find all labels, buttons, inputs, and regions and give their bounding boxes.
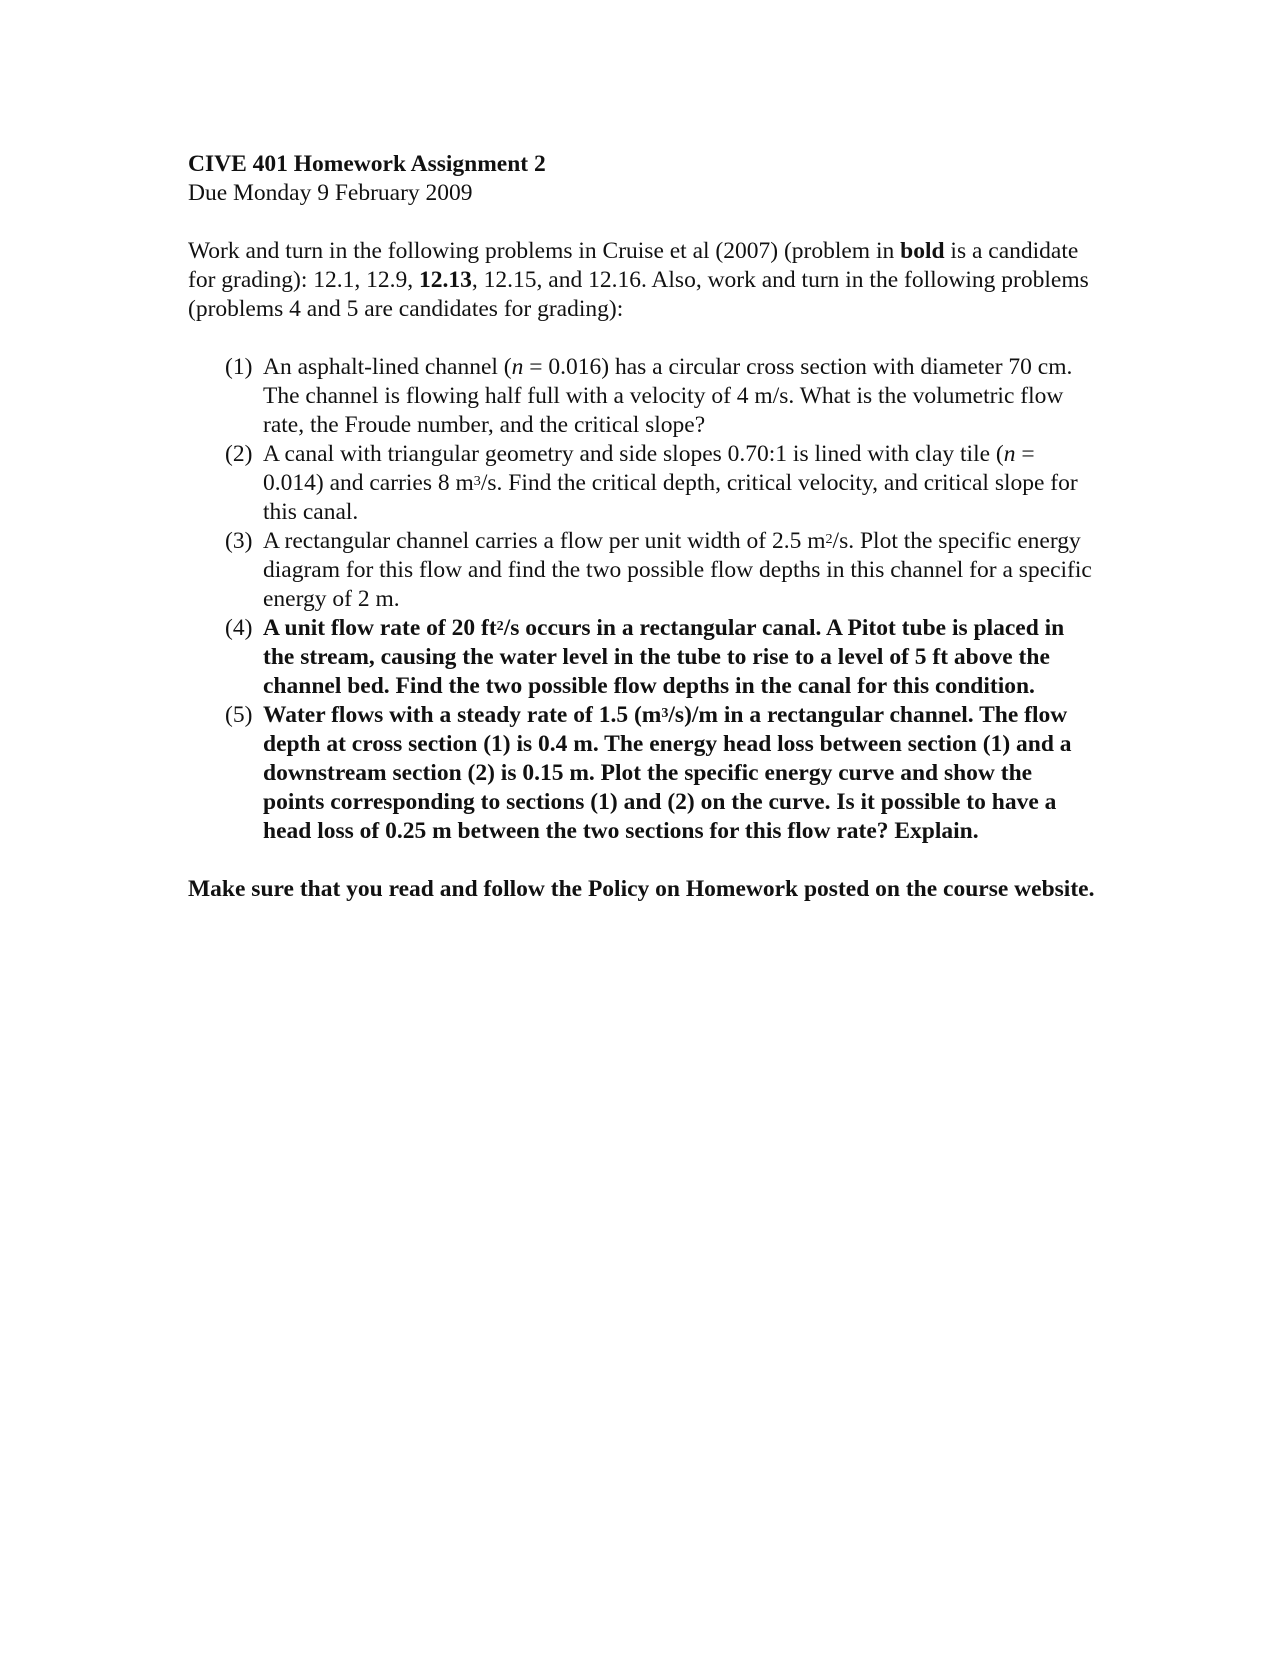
intro-text-3: , 12.15, and 12.16. Also, work and turn in the following problems (problems 4 and 5 are candidates for grading): bbox=[188, 267, 1089, 322]
intro-paragraph bbox=[188, 237, 1098, 324]
problem-text bbox=[263, 702, 1072, 844]
problem-item-2 bbox=[225, 440, 1098, 527]
problem-text-part: Water flows with a steady rate of 1.5 (m bbox=[263, 702, 662, 728]
problem-number: (2) bbox=[225, 441, 253, 467]
problem-text-part: /s occurs in a rectangular canal. A Pitot tube is placed in the stream, causing the water level in the tube to rise to a level of 5 ft above the channel bed. Find the two possible flow depths in the canal for this condition. bbox=[263, 615, 1065, 699]
intro-bold-word: bold bbox=[900, 238, 945, 264]
problem-text-part: A canal with triangular geometry and side slopes 0.70:1 is lined with clay tile ( bbox=[263, 441, 1004, 467]
superscript: 2 bbox=[825, 531, 833, 548]
problem-text-part: An asphalt-lined channel ( bbox=[263, 354, 512, 380]
problem-text-part: A rectangular channel carries a flow per unit width of 2.5 m bbox=[263, 528, 826, 554]
problem-item-1 bbox=[225, 353, 1098, 440]
problem-item-4 bbox=[225, 614, 1098, 701]
superscript: 2 bbox=[496, 618, 504, 635]
problem-text-part: = 0.014) and carries 8 m bbox=[263, 441, 1035, 496]
intro-text-1: Work and turn in the following problems in Cruise et al (2007) (problem in bbox=[188, 238, 901, 264]
problem-text bbox=[263, 441, 1078, 525]
problem-number: (5) bbox=[225, 702, 253, 728]
problem-list bbox=[188, 353, 1098, 846]
problem-text bbox=[263, 354, 1072, 438]
due-date: Due Monday 9 February 2009 bbox=[188, 180, 473, 206]
problem-number: (3) bbox=[225, 528, 253, 554]
problem-text bbox=[263, 615, 1064, 699]
problem-item-5 bbox=[225, 701, 1098, 846]
manning-n-symbol: n bbox=[1003, 441, 1016, 467]
problem-text bbox=[263, 528, 1092, 612]
problem-text-part: /s. Find the critical depth, critical velocity, and critical slope for this canal. bbox=[263, 470, 1078, 525]
manning-n-symbol: n bbox=[511, 354, 524, 380]
superscript: 3 bbox=[473, 473, 481, 490]
problem-number: (1) bbox=[225, 354, 253, 380]
document-page bbox=[188, 150, 1098, 904]
problem-text-part: = 0.016) has a circular cross section with diameter 70 cm. The channel is flowing half full with a velocity of 4 m/s. What is the volumetric flow rate, the Froude number, and the critical slope? bbox=[263, 354, 1073, 438]
intro-text-2: is a candidate for grading): 12.1, 12.9, bbox=[188, 238, 1079, 293]
problem-number: (4) bbox=[225, 615, 253, 641]
problem-item-3 bbox=[225, 527, 1098, 614]
assignment-title: CIVE 401 Homework Assignment 2 bbox=[188, 151, 546, 177]
superscript: 3 bbox=[661, 705, 669, 722]
problem-text-part: A unit flow rate of 20 ft bbox=[263, 615, 497, 641]
problem-text-part: /s)/m in a rectangular channel. The flow depth at cross section (1) is 0.4 m. The energy head loss between section (1) and a downstream section (2) is 0.15 m. Plot the specific energy curve and show the points corresponding to sections (1) and (2) on the curve. Is it possible to have a head loss of 0.25 m between the two sections for this flow rate? Explain. bbox=[263, 702, 1072, 844]
problem-text-part: /s. Plot the specific energy diagram for this flow and find the two possible flow depths in this channel for a specific energy of 2 m. bbox=[263, 528, 1092, 612]
intro-bold-problem: 12.13 bbox=[419, 267, 472, 293]
homework-policy-note: Make sure that you read and follow the Policy on Homework posted on the course website. bbox=[188, 876, 1095, 902]
